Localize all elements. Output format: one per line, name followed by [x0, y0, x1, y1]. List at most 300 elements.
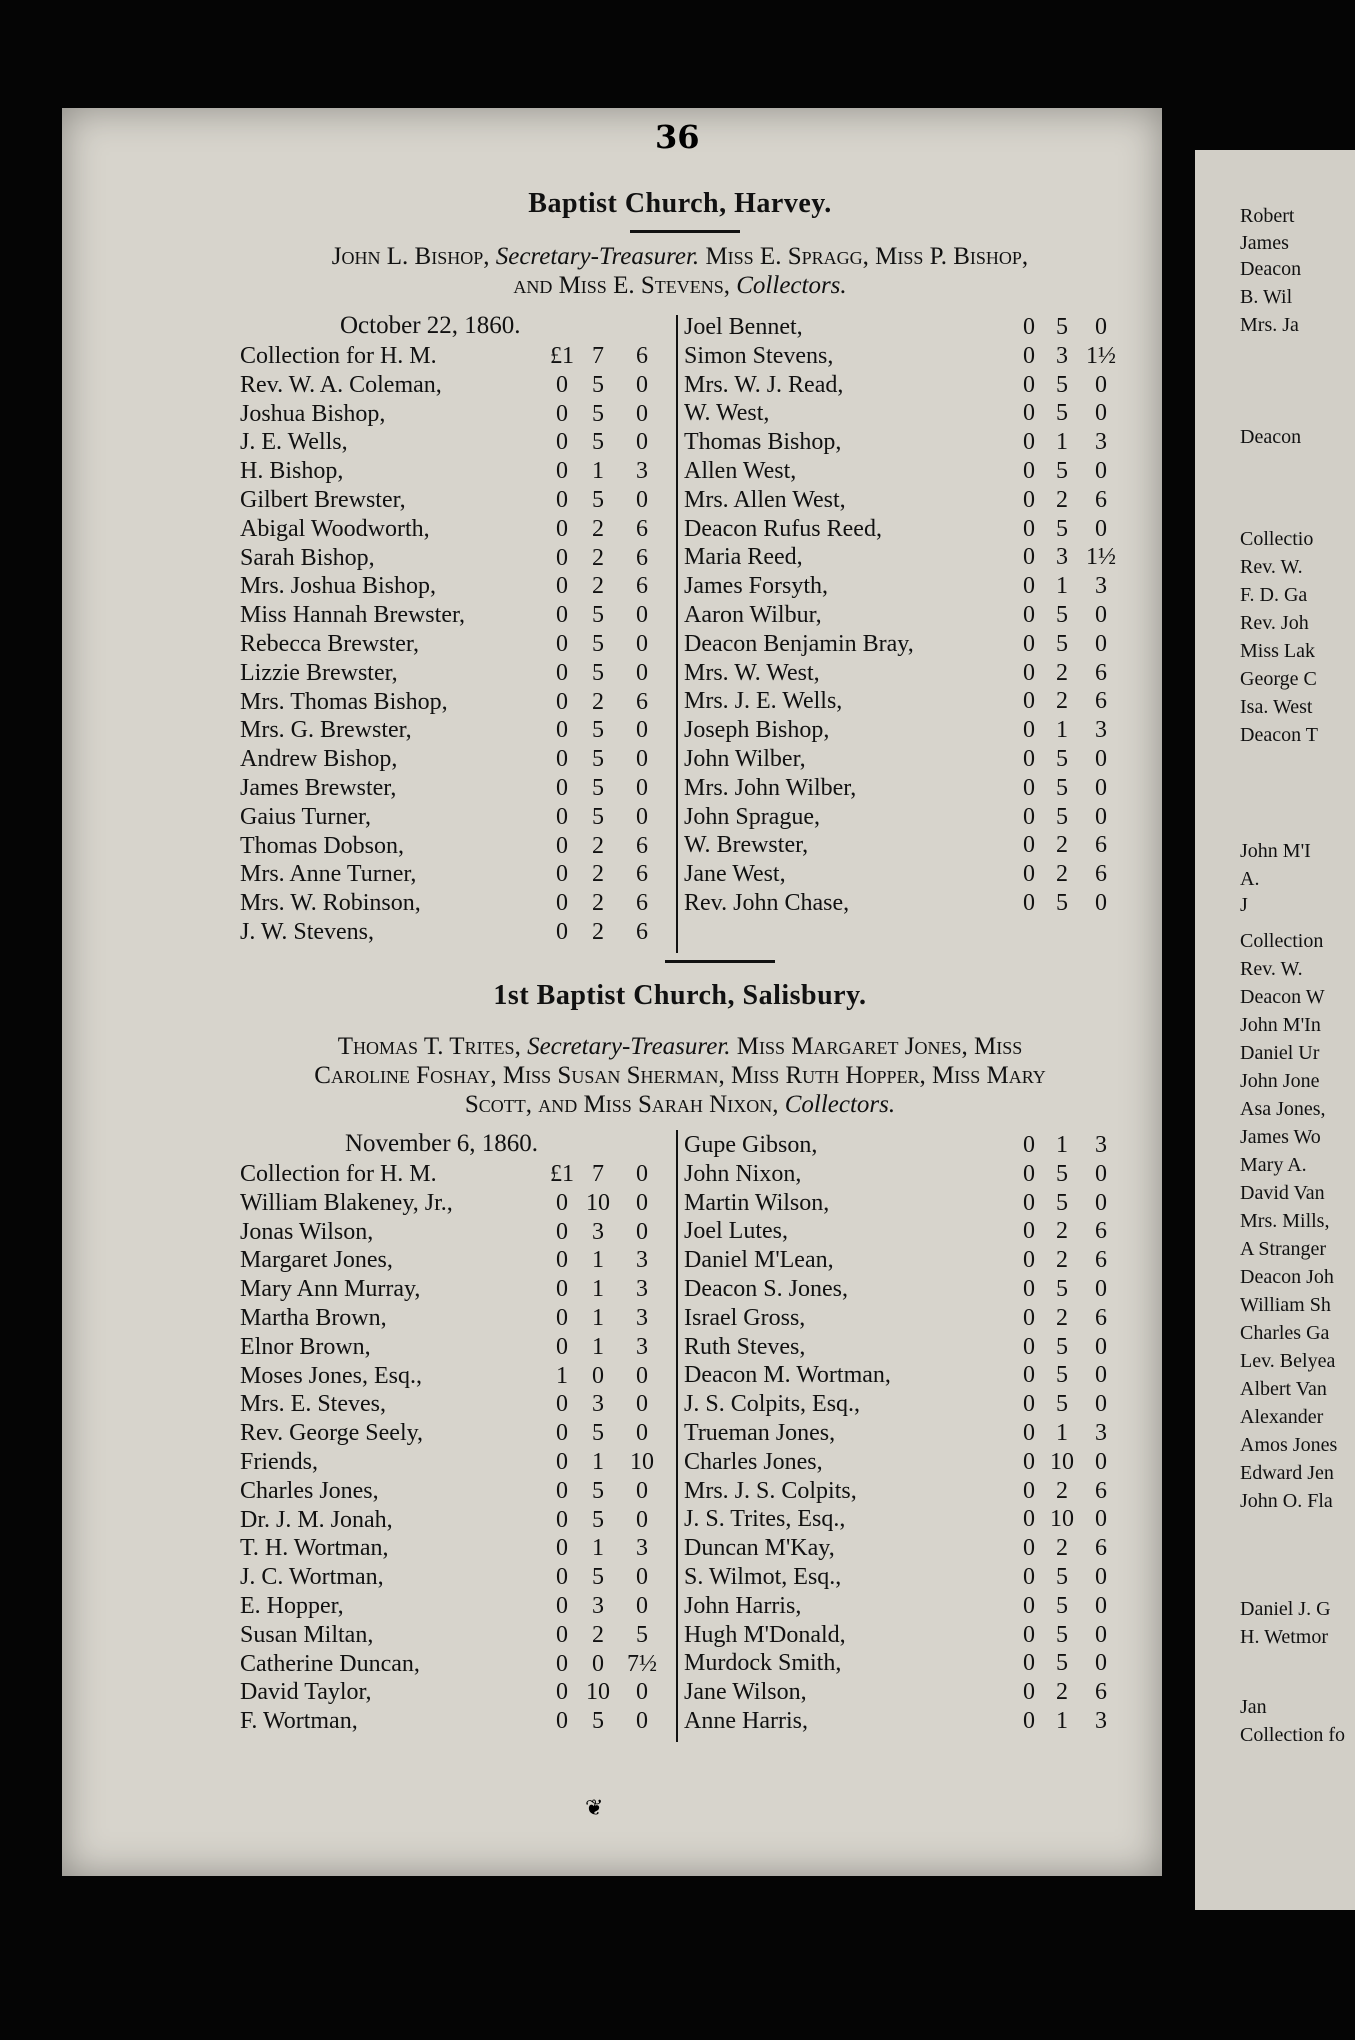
amount-pence: 0 [636, 371, 648, 398]
amount-pounds: 0 [556, 1650, 568, 1677]
amount-shillings: 2 [592, 832, 604, 859]
contribution-row [684, 1333, 1124, 1362]
contribution-row [240, 1506, 675, 1535]
secretary-role: Secretary-Treasurer. [527, 1033, 731, 1060]
amount-pounds: 0 [556, 1276, 568, 1303]
amount-pence: 0 [1095, 1275, 1107, 1302]
amount-pounds: 0 [556, 1564, 568, 1591]
contribution-row [240, 1304, 675, 1333]
contributor-name: Jane West, [684, 861, 786, 888]
contributor-name: John Nixon, [684, 1160, 802, 1187]
secretary-name: Thomas T. Trites, [337, 1033, 521, 1060]
amount-pence: 0 [636, 774, 648, 801]
amount-pence: 6 [1095, 1218, 1107, 1245]
amount-shillings: 2 [1056, 688, 1068, 715]
facing-page-fragment: John M'I [1240, 840, 1311, 862]
amount-pence: 6 [636, 890, 648, 917]
contributor-name: Andrew Bishop, [240, 746, 398, 773]
amount-shillings: 2 [1056, 1304, 1068, 1331]
contribution-row [240, 371, 675, 400]
amount-pence: 6 [1095, 832, 1107, 859]
contributor-name: Moses Jones, Esq., [240, 1362, 423, 1389]
contributions-left-column [240, 342, 675, 947]
page-number: 36 [655, 118, 700, 156]
amount-pounds: 0 [1023, 630, 1035, 657]
contributor-name: Duncan M'Kay, [684, 1535, 835, 1562]
contributor-name: J. C. Wortman, [240, 1564, 384, 1591]
facing-page-fragment: Miss Lak [1240, 640, 1315, 662]
amount-pence: 6 [636, 573, 648, 600]
contribution-row [684, 371, 1124, 400]
amount-pence: 0 [636, 1218, 648, 1245]
contribution-row [240, 745, 675, 774]
contributor-name: Trueman Jones, [684, 1419, 836, 1446]
facing-page-fragment: B. Wil [1240, 286, 1293, 308]
amount-pence: 6 [1095, 659, 1107, 686]
amount-shillings: 0 [592, 1650, 604, 1677]
contributor-name: Charles Jones, [240, 1477, 379, 1504]
amount-shillings: 10 [586, 1189, 610, 1216]
contributor-name: Simon Stevens, [684, 342, 834, 369]
contribution-row [684, 1419, 1124, 1448]
contributor-name: Gupe Gibson, [684, 1132, 818, 1158]
contributor-name: Jane Wilson, [684, 1679, 807, 1706]
amount-shillings: 7 [592, 1161, 604, 1187]
contributor-name: John Sprague, [684, 803, 820, 830]
amount-pounds: 0 [556, 832, 568, 859]
amount-pence: 0 [636, 746, 648, 773]
amount-pence: 3 [636, 458, 648, 485]
contribution-row [240, 716, 675, 745]
amount-shillings: 5 [1056, 1333, 1068, 1360]
contribution-row [240, 1477, 675, 1506]
amount-pounds: 0 [1023, 1160, 1035, 1187]
contribution-row [684, 1217, 1124, 1246]
contributor-name: Anne Harris, [684, 1707, 808, 1734]
contribution-row [684, 342, 1124, 371]
amount-pounds: £1 [550, 343, 574, 369]
contribution-row [240, 1390, 675, 1419]
amount-pounds: 0 [1023, 573, 1035, 600]
amount-shillings: 2 [592, 515, 604, 542]
amount-shillings: 5 [592, 602, 604, 629]
amount-pence: 6 [636, 343, 648, 369]
section-title-harvey: Baptist Church, Harvey. [528, 188, 832, 219]
amount-pence: 6 [636, 688, 648, 715]
contributor-name: James Brewster, [240, 774, 397, 801]
contributor-name: Mrs. W. Robinson, [240, 890, 421, 917]
contributor-name: Rev. W. A. Coleman, [240, 371, 442, 398]
contributor-name: Collection for H. M. [240, 343, 437, 369]
contribution-row [240, 428, 675, 457]
collectors-names-end: Scott, and Miss Sarah Nixon, [464, 1091, 779, 1118]
contribution-row [684, 399, 1124, 428]
amount-pounds: £1 [550, 1161, 574, 1187]
amount-pence: 6 [1095, 1304, 1107, 1331]
collectors-names: Miss E. Spragg, Miss P. Bishop, [705, 243, 1029, 270]
amount-shillings: 2 [592, 861, 604, 888]
facing-page-fragment: A Stranger [1240, 1238, 1327, 1260]
contributor-name: James Forsyth, [684, 573, 828, 600]
contributor-name: Gaius Turner, [240, 803, 372, 830]
amount-pence: 6 [1095, 1477, 1107, 1504]
contribution-row [684, 1678, 1124, 1707]
contributor-name: Rev. George Seely, [240, 1420, 424, 1447]
amount-pounds: 0 [556, 515, 568, 542]
amount-pounds: 0 [1023, 1391, 1035, 1418]
amount-pence: 0 [636, 429, 648, 456]
amount-pounds: 0 [1023, 1506, 1035, 1533]
amount-shillings: 5 [592, 1506, 604, 1533]
amount-pounds: 0 [556, 746, 568, 773]
facing-page-fragment: John M'In [1240, 1014, 1321, 1036]
amount-pounds: 0 [1023, 486, 1035, 513]
contribution-row [240, 1275, 675, 1304]
facing-page-fragment: H. Wetmor [1240, 1626, 1329, 1648]
contribution-row [684, 889, 1124, 918]
contribution-row [684, 659, 1124, 688]
amount-pounds: 0 [556, 429, 568, 456]
facing-page-fragment: John Jone [1240, 1070, 1320, 1092]
amount-shillings: 1 [592, 458, 604, 485]
amount-shillings: 1 [592, 1276, 604, 1303]
facing-page-fragment: Albert Van [1240, 1378, 1327, 1400]
amount-shillings: 3 [592, 1592, 604, 1619]
amount-shillings: 10 [586, 1679, 610, 1706]
amount-pence: 0 [1095, 371, 1107, 398]
amount-pounds: 0 [556, 1506, 568, 1533]
amount-shillings: 5 [592, 429, 604, 456]
amount-pence: 0 [1095, 400, 1107, 427]
contributor-name: Ruth Steves, [684, 1333, 806, 1360]
contribution-row [684, 1592, 1124, 1621]
contributor-name: David Taylor, [240, 1679, 372, 1706]
amount-shillings: 7 [592, 343, 604, 369]
amount-pounds: 0 [556, 803, 568, 830]
amount-shillings: 2 [592, 890, 604, 917]
collection-date: November 6, 1860. [345, 1130, 539, 1157]
amount-shillings: 0 [592, 1362, 604, 1389]
amount-pence: 6 [1095, 861, 1107, 888]
contributor-name: William Blakeney, Jr., [240, 1189, 453, 1216]
facing-page-fragment: Rev. W. [1240, 958, 1303, 980]
contributor-name: Mary Ann Murray, [240, 1276, 421, 1303]
contributor-name: Gilbert Brewster, [240, 486, 406, 513]
amount-pounds: 0 [556, 630, 568, 657]
amount-shillings: 5 [592, 486, 604, 513]
contribution-row [240, 688, 675, 717]
amount-pounds: 0 [1023, 601, 1035, 628]
contributor-name: Martin Wilson, [684, 1189, 830, 1216]
contributor-name: Martha Brown, [240, 1304, 387, 1331]
amount-shillings: 5 [1056, 889, 1068, 916]
section-officers [240, 1032, 1120, 1119]
amount-pounds: 0 [1023, 314, 1035, 340]
contribution-row [684, 1390, 1124, 1419]
amount-pounds: 0 [556, 774, 568, 801]
amount-shillings: 2 [1056, 1679, 1068, 1706]
contribution-row [684, 572, 1124, 601]
amount-pence: 0 [636, 630, 648, 657]
contributor-name: Mrs. W. West, [684, 659, 820, 686]
amount-pence: 3 [1095, 717, 1107, 744]
contributor-name: John Harris, [684, 1592, 802, 1619]
contributor-name: Catherine Duncan, [240, 1650, 420, 1677]
contribution-row [240, 860, 675, 889]
amount-shillings: 5 [1056, 314, 1068, 340]
amount-shillings: 10 [1050, 1448, 1074, 1475]
amount-pence: 0 [1095, 630, 1107, 657]
amount-pence: 3 [1095, 1707, 1107, 1734]
amount-shillings: 2 [1056, 659, 1068, 686]
amount-pounds: 0 [556, 1420, 568, 1447]
contribution-row [240, 601, 675, 630]
amount-pounds: 0 [556, 1592, 568, 1619]
amount-shillings: 1 [592, 1247, 604, 1274]
section-rule [630, 230, 740, 233]
amount-pence: 0 [636, 602, 648, 629]
contribution-row [240, 1707, 675, 1736]
amount-shillings: 5 [1056, 803, 1068, 830]
amount-shillings: 5 [592, 746, 604, 773]
amount-shillings: 5 [592, 1708, 604, 1735]
contribution-row [684, 313, 1124, 342]
amount-pounds: 0 [556, 1333, 568, 1360]
amount-pounds: 0 [1023, 371, 1035, 398]
contribution-row [240, 1563, 675, 1592]
contributor-name: Mrs. J. S. Colpits, [684, 1477, 857, 1504]
collectors-names: Miss Margaret Jones, Miss [736, 1033, 1023, 1060]
amount-pounds: 0 [1023, 1707, 1035, 1734]
facing-page-fragment: George C [1240, 668, 1317, 690]
amount-shillings: 5 [1056, 1275, 1068, 1302]
amount-shillings: 2 [1056, 1477, 1068, 1504]
contributor-name: Friends, [240, 1448, 318, 1475]
facing-page-fragment: Mary A. [1240, 1154, 1307, 1176]
amount-shillings: 5 [592, 774, 604, 801]
amount-pence: 0 [1095, 889, 1107, 916]
contributor-name: Joel Bennet, [684, 314, 803, 340]
contributor-name: Rebecca Brewster, [240, 630, 419, 657]
amount-shillings: 5 [1056, 1650, 1068, 1677]
amount-shillings: 5 [1056, 1563, 1068, 1590]
amount-shillings: 1 [1056, 429, 1068, 456]
amount-pounds: 0 [556, 486, 568, 513]
contribution-row [684, 1534, 1124, 1563]
contributor-name: Mrs. Joshua Bishop, [240, 573, 437, 600]
facing-page-fragment: Asa Jones, [1240, 1098, 1326, 1120]
facing-page-fragment: James Wo [1240, 1126, 1321, 1148]
amount-pence: 0 [1095, 1563, 1107, 1590]
amount-shillings: 5 [1056, 1189, 1068, 1216]
amount-shillings: 5 [1056, 1391, 1068, 1418]
contributor-name: W. Brewster, [684, 832, 809, 859]
amount-pence: 0 [636, 717, 648, 744]
amount-shillings: 1 [1056, 1132, 1068, 1158]
contributor-name: Mrs. John Wilber, [684, 774, 857, 801]
amount-pence: 0 [1095, 1592, 1107, 1619]
contribution-row [684, 774, 1124, 803]
contribution-row [240, 1592, 675, 1621]
amount-shillings: 2 [592, 544, 604, 571]
contributor-name: Mrs. Allen West, [684, 486, 846, 513]
collectors-names-cont: and Miss E. Stevens, [513, 272, 730, 299]
amount-shillings: 5 [592, 1564, 604, 1591]
contributor-name: Margaret Jones, [240, 1247, 393, 1274]
contributor-name: Joseph Bishop, [684, 717, 830, 744]
contributor-name: Mrs. W. J. Read, [684, 371, 844, 398]
amount-shillings: 2 [592, 688, 604, 715]
contribution-row [240, 544, 675, 573]
contribution-row [240, 572, 675, 601]
amount-pounds: 0 [1023, 1621, 1035, 1648]
amount-shillings: 2 [1056, 832, 1068, 859]
amount-pence: 0 [1095, 457, 1107, 484]
contribution-row [240, 803, 675, 832]
amount-pounds: 0 [1023, 1189, 1035, 1216]
amount-pounds: 0 [1023, 688, 1035, 715]
amount-pence: 3 [636, 1304, 648, 1331]
amount-pounds: 0 [1023, 1218, 1035, 1245]
amount-pounds: 0 [556, 1304, 568, 1331]
amount-pence: 5 [636, 1621, 648, 1648]
section-title-salisbury: 1st Baptist Church, Salisbury. [493, 980, 867, 1011]
facing-page-fragment: William Sh [1240, 1294, 1331, 1316]
facing-page-fragment: Deacon T [1240, 724, 1318, 746]
contributor-name: Miss Hannah Brewster, [240, 602, 465, 629]
amount-pence: 0 [636, 1477, 648, 1504]
contribution-row [240, 486, 675, 515]
amount-shillings: 2 [592, 1621, 604, 1648]
amount-shillings: 2 [592, 918, 604, 945]
contribution-row [240, 1534, 675, 1563]
amount-shillings: 3 [592, 1391, 604, 1418]
contributor-name: Hugh M'Donald, [684, 1621, 846, 1648]
amount-pounds: 0 [1023, 889, 1035, 916]
contributor-name: Lizzie Brewster, [240, 659, 398, 686]
amount-pounds: 0 [1023, 1563, 1035, 1590]
contribution-row [240, 1218, 675, 1247]
amount-shillings: 1 [592, 1333, 604, 1360]
contributor-name: Dr. J. M. Jonah, [240, 1506, 393, 1533]
contributor-name: Thomas Dobson, [240, 832, 404, 859]
amount-pence: 0 [1095, 1650, 1107, 1677]
amount-pounds: 0 [1023, 429, 1035, 456]
facing-page-fragment: Rev. W. [1240, 556, 1303, 578]
contributor-name: J. S. Trites, Esq., [684, 1506, 846, 1533]
contributor-name: Joel Lutes, [684, 1218, 788, 1245]
amount-shillings: 5 [1056, 745, 1068, 772]
facing-page-fragment: Jan [1240, 1696, 1267, 1718]
amount-shillings: 1 [1056, 1707, 1068, 1734]
amount-pounds: 1 [556, 1362, 568, 1389]
amount-pence: 0 [1095, 1506, 1107, 1533]
contribution-row [240, 630, 675, 659]
collectors-names-cont: Caroline Foshay, Miss Susan Sherman, Miss Ruth Hopper, Miss Mary [314, 1062, 1046, 1089]
amount-pence: 0 [636, 486, 648, 513]
contribution-row [684, 457, 1124, 486]
facing-page-fragment: Mrs. Mills, [1240, 1210, 1330, 1232]
amount-shillings: 5 [1056, 400, 1068, 427]
contributor-name: Mrs. G. Brewster, [240, 717, 412, 744]
contribution-row [684, 1275, 1124, 1304]
amount-shillings: 5 [1056, 1621, 1068, 1648]
amount-pounds: 0 [1023, 1304, 1035, 1331]
contribution-row [684, 1505, 1124, 1534]
contribution-row [684, 1448, 1124, 1477]
amount-pence: 0 [636, 400, 648, 427]
amount-pence: 0 [1095, 314, 1107, 340]
amount-pounds: 0 [1023, 717, 1035, 744]
amount-pounds: 0 [556, 890, 568, 917]
contributor-name: F. Wortman, [240, 1708, 358, 1735]
contribution-row [240, 1160, 675, 1189]
amount-pence: 10 [630, 1448, 654, 1475]
contributor-name: Mrs. E. Steves, [240, 1391, 386, 1418]
contribution-row [684, 803, 1124, 832]
amount-pence: 0 [636, 1161, 648, 1187]
contribution-row [684, 630, 1124, 659]
contribution-row [684, 486, 1124, 515]
amount-pence: 0 [636, 1564, 648, 1591]
contributor-name: J. S. Colpits, Esq., [684, 1391, 861, 1418]
amount-pounds: 0 [556, 861, 568, 888]
amount-pounds: 0 [1023, 457, 1035, 484]
contribution-row [240, 1678, 675, 1707]
contribution-row [684, 1361, 1124, 1390]
amount-pounds: 0 [1023, 1592, 1035, 1619]
contribution-row [240, 889, 675, 918]
contribution-row [684, 831, 1124, 860]
amount-pence: 1½ [1086, 544, 1116, 571]
facing-page-fragment: David Van [1240, 1182, 1325, 1204]
amount-pounds: 0 [556, 1247, 568, 1274]
amount-shillings: 5 [592, 1420, 604, 1447]
amount-pounds: 0 [556, 1477, 568, 1504]
contribution-row [684, 428, 1124, 457]
contribution-row [684, 1707, 1124, 1736]
collectors-role: Collectors. [736, 272, 847, 299]
contributor-name: Charles Jones, [684, 1448, 823, 1475]
amount-pence: 0 [636, 1420, 648, 1447]
facing-page-fragment: Collection [1240, 930, 1324, 952]
contribution-row [684, 1649, 1124, 1678]
amount-pounds: 0 [556, 1391, 568, 1418]
amount-pounds: 0 [556, 400, 568, 427]
contributor-name: Mrs. J. E. Wells, [684, 688, 843, 715]
amount-pence: 6 [636, 544, 648, 571]
contribution-row [684, 1160, 1124, 1189]
amount-pounds: 0 [1023, 1419, 1035, 1446]
amount-shillings: 1 [1056, 1419, 1068, 1446]
amount-shillings: 5 [592, 371, 604, 398]
contributions-right-column [684, 1131, 1124, 1736]
contribution-row [684, 1189, 1124, 1218]
contributor-name: Thomas Bishop, [684, 429, 842, 456]
amount-pence: 6 [636, 832, 648, 859]
amount-pence: 6 [636, 861, 648, 888]
facing-page-fragment: Charles Ga [1240, 1322, 1330, 1344]
amount-pounds: 0 [556, 688, 568, 715]
amount-pence: 6 [1095, 1247, 1107, 1274]
contribution-row [684, 1563, 1124, 1592]
amount-pounds: 0 [1023, 803, 1035, 830]
amount-pounds: 0 [1023, 1132, 1035, 1158]
contributor-name: Deacon Benjamin Bray, [684, 630, 914, 657]
amount-pence: 0 [636, 803, 648, 830]
amount-shillings: 5 [592, 630, 604, 657]
contributor-name: Susan Miltan, [240, 1621, 374, 1648]
